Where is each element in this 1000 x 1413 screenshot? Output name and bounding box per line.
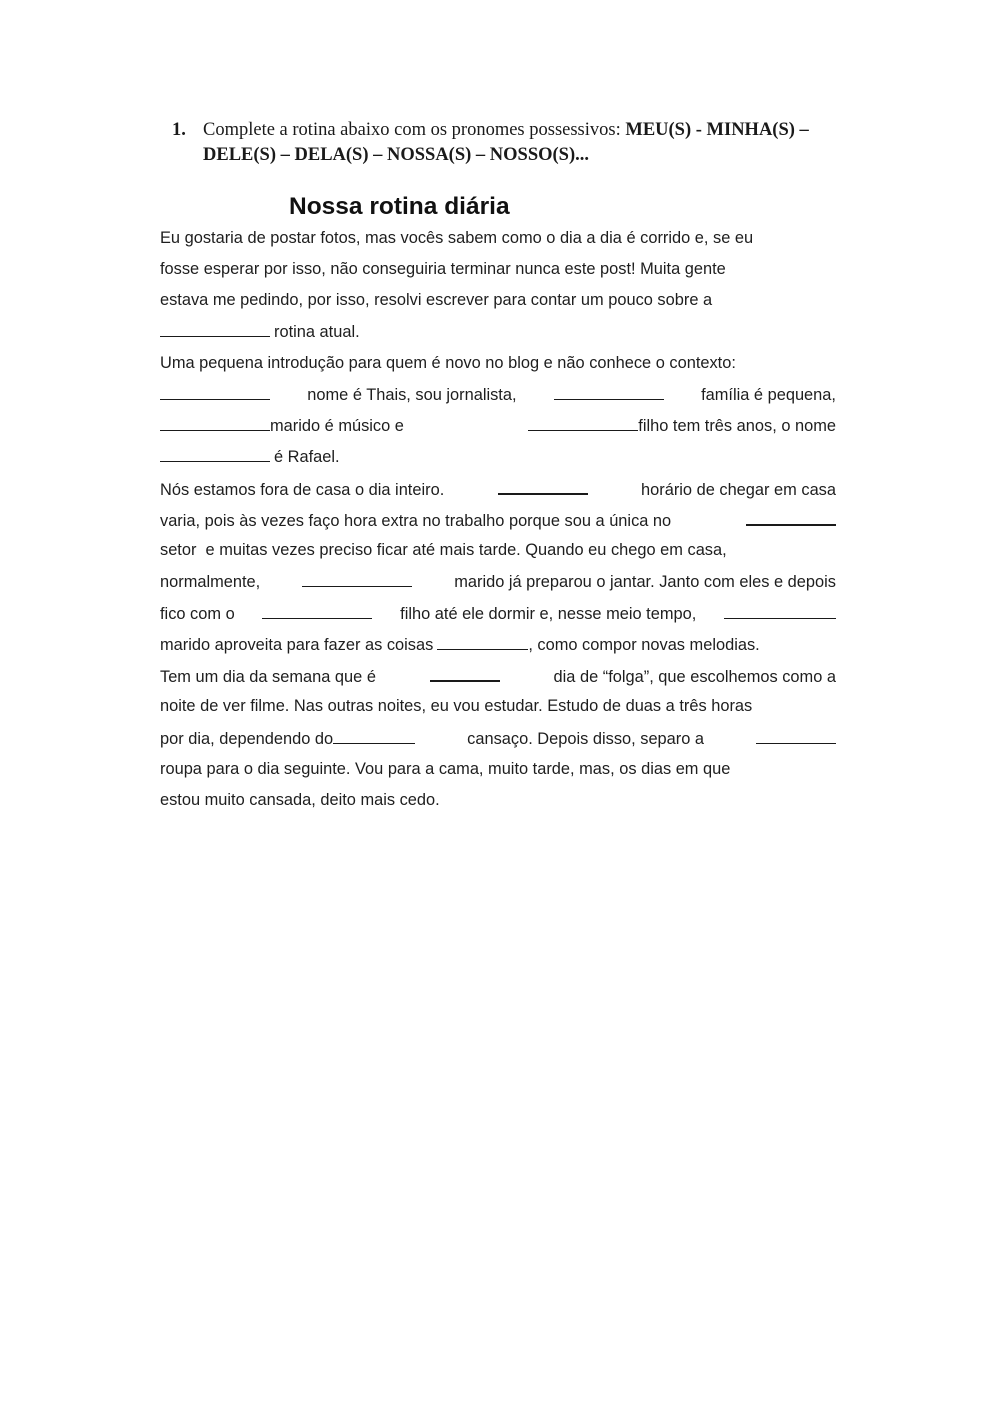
text-line: Uma pequena introdução para quem é novo no blog e não conhece o contexto: (160, 354, 736, 372)
text-title: Nossa rotina diária (289, 193, 510, 220)
text-line: varia, pois às vezes faço hora extra no trabalho porque sou a única no (160, 510, 836, 532)
answer-blank[interactable] (498, 479, 588, 495)
exercise-number: 1. (172, 120, 186, 140)
answer-blank[interactable] (333, 729, 415, 744)
answer-blank[interactable] (160, 322, 270, 337)
text-line: normalmente, marido já preparou o jantar. Janto com eles e depois (160, 573, 836, 591)
text-line: por dia, dependendo do cansaço. Depois disso, separo a (160, 729, 836, 751)
answer-blank[interactable] (554, 385, 664, 400)
answer-blank[interactable] (302, 572, 412, 587)
text-line: rotina atual. (160, 322, 836, 344)
answer-blank[interactable] (724, 604, 836, 619)
answer-blank[interactable] (430, 666, 500, 682)
text-line: fosse esperar por isso, não conseguiria terminar nunca este post! Muita gente (160, 260, 726, 278)
answer-blank[interactable] (528, 416, 638, 431)
text-line: marido é músico e filho tem três anos, o nome (160, 416, 836, 438)
text-line: é Rafael. (160, 447, 836, 469)
text-line: fico com o filho até ele dormir e, nesse meio tempo, (160, 604, 836, 626)
text-line: Nós estamos fora de casa o dia inteiro. horário de chegar em casa (160, 481, 836, 499)
answer-blank[interactable] (437, 635, 528, 650)
instruction-text: Complete a rotina abaixo com os pronomes possessivos: (203, 120, 626, 140)
answer-blank[interactable] (160, 416, 270, 431)
text-line: Tem um dia da semana que é dia de “folga”, que escolhemos como a (160, 668, 836, 686)
text-line: roupa para o dia seguinte. Vou para a cama, muito tarde, mas, os dias em que (160, 760, 731, 778)
exercise-instruction (172, 118, 872, 168)
text-line: setor e muitas vezes preciso ficar até mais tarde. Quando eu chego em casa, (160, 541, 727, 559)
text-line: marido aproveita para fazer as coisas , como compor novas melodias. (160, 636, 760, 654)
answer-blank[interactable] (262, 604, 372, 619)
answer-blank[interactable] (160, 447, 270, 462)
text-line: nome é Thais, sou jornalista, família é pequena, (160, 385, 836, 407)
pronoun-list: MEU(S) - MINHA(S) – DELE(S) – DELA(S) – NOSSA(S) – NOSSO(S)... (203, 120, 809, 165)
answer-blank[interactable] (746, 510, 836, 526)
text-line: estava me pedindo, por isso, resolvi escrever para contar um pouco sobre a (160, 291, 713, 309)
text-line: noite de ver filme. Nas outras noites, eu vou estudar. Estudo de duas a três horas (160, 697, 753, 715)
text-line: estou muito cansada, deito mais cedo. (160, 791, 440, 809)
answer-blank[interactable] (160, 385, 270, 400)
text-line: Eu gostaria de postar fotos, mas vocês sabem como o dia a dia é corrido e, se eu (160, 229, 754, 247)
answer-blank[interactable] (756, 729, 836, 744)
